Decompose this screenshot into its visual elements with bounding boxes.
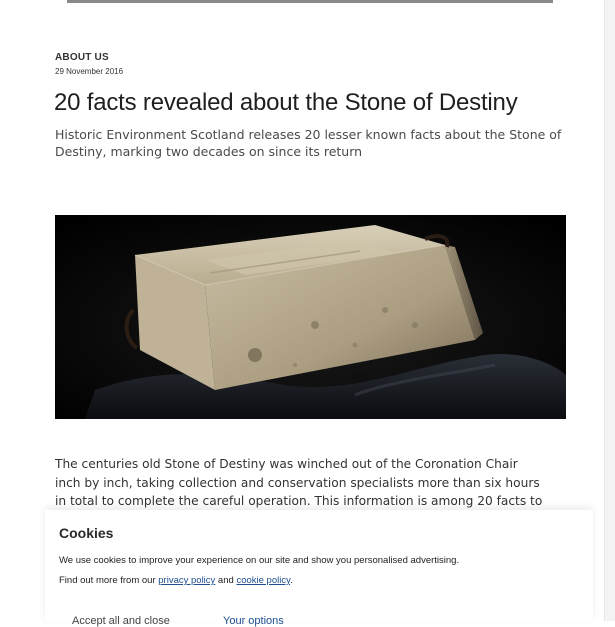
body-line: inch by inch, taking collection and conservation specialists more than six hours xyxy=(55,475,540,490)
cookie-policy-link[interactable]: cookie policy xyxy=(236,575,291,586)
article-body xyxy=(55,455,567,511)
accept-all-button[interactable]: Accept all and close xyxy=(72,615,170,627)
privacy-policy-link[interactable]: privacy policy xyxy=(158,575,216,586)
stone-of-destiny-photo xyxy=(55,215,566,419)
cookie-policy-line xyxy=(59,575,293,586)
article-category[interactable]: ABOUT US xyxy=(55,52,109,63)
header-divider xyxy=(67,0,553,3)
cookie-description: We use cookies to improve your experience on our site and show you personalised advertising. xyxy=(59,555,460,566)
article-subtitle: Historic Environment Scotland releases 20 lesser known facts about the Stone of Destiny, marking two decades on since its return xyxy=(55,127,562,159)
cookie-policy-middle: and xyxy=(215,575,237,586)
body-line: in total to complete the careful operation. This information is among 20 facts to xyxy=(55,494,543,508)
body-line: The centuries old Stone of Destiny was winched out of the Coronation Chair xyxy=(55,457,518,471)
your-options-button[interactable]: Your options xyxy=(223,615,284,627)
cookie-banner xyxy=(45,510,593,627)
cookie-actions xyxy=(45,613,593,627)
cookie-policy-suffix: . xyxy=(290,575,293,586)
page-title: 20 facts revealed about the Stone of Destiny xyxy=(54,89,518,116)
hero-image xyxy=(55,215,566,419)
cookie-policy-prefix: Find out more from our xyxy=(59,575,159,586)
scrollbar-track[interactable] xyxy=(604,0,615,621)
article-date: 29 November 2016 xyxy=(55,67,124,76)
cookie-banner-title: Cookies xyxy=(59,525,114,541)
